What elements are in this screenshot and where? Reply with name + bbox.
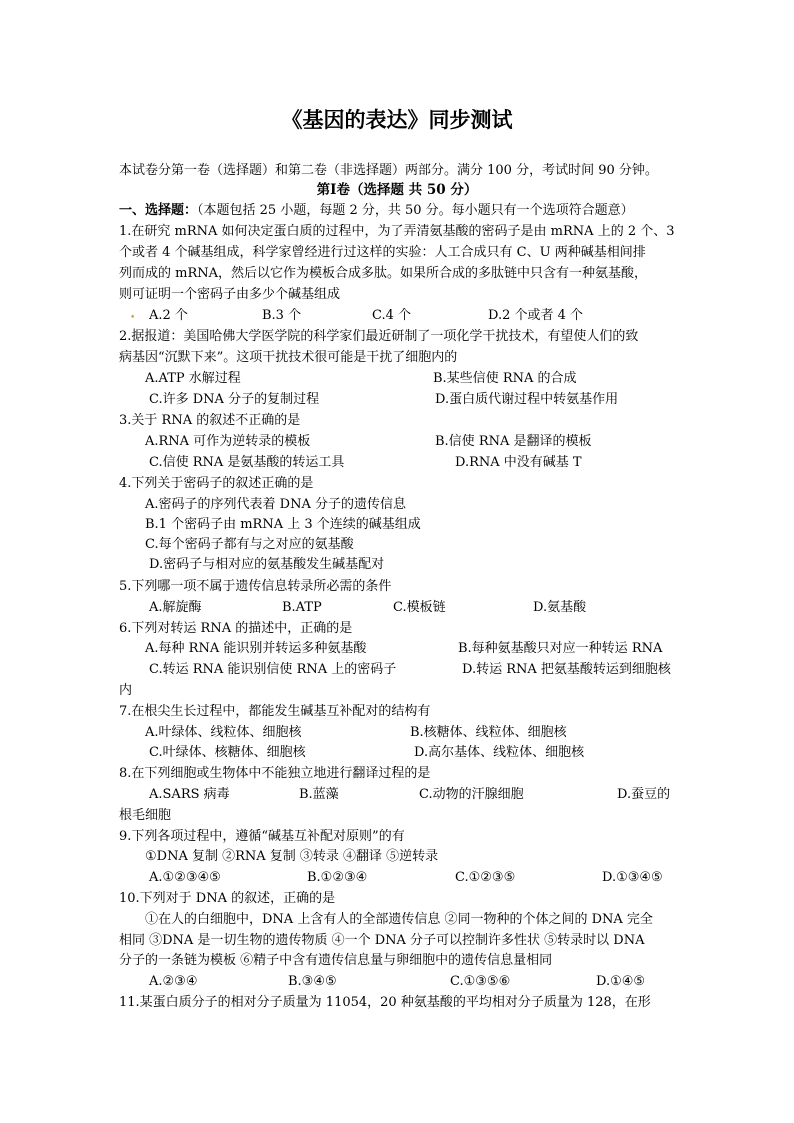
question-2-line: 病基因“沉默下来”。这项干扰技术很可能是干扰了细胞内的: [119, 350, 458, 365]
q6-option-c: C.转运 RNA 能识别信使 RNA 上的密码子: [149, 662, 397, 677]
q8-option-c: C.动物的汗腺细胞: [419, 787, 524, 802]
q5-option-a: A.解旋酶: [149, 600, 202, 615]
question-8-line: 8.在下列细胞或生物体中不能独立地进行翻译过程的是: [119, 766, 431, 781]
q2-option-a: A.ATP 水解过程: [145, 371, 241, 386]
q7-option-d: D.高尔基体、线粒体、细胞核: [414, 745, 585, 760]
question-1-line: 列而成的 mRNA，然后以它作为模板合成多肽。如果所合成的多肽链中只含有一种氨基酸，: [119, 266, 648, 281]
section-heading-label: 一、选择题：: [119, 203, 198, 218]
q8-option-a: A.SARS 病毒: [149, 787, 230, 802]
q8-option-d: D.蚕豆的: [617, 787, 671, 802]
part1-heading: 第Ⅰ卷（选择题 共 50 分）: [316, 182, 478, 198]
question-2-line: 2.据报道：美国哈佛大学医学院的科学家们最近研制了一项化学干扰技术，有望使人们的致: [119, 329, 639, 344]
q10-option-a: A.②③④: [149, 974, 198, 989]
q6-option-d: D.转运 RNA 把氨基酸转运到细胞核: [462, 662, 671, 677]
q2-option-d: D.蛋白质代谢过程中转氨基作用: [435, 392, 619, 407]
q2-option-c: C.许多 DNA 分子的复制过程: [149, 392, 320, 407]
q4-option-c: C.每个密码子都有与之对应的氨基酸: [145, 537, 354, 552]
q1-option-d: D.2 个或者 4 个: [488, 308, 584, 323]
q2-option-b: B.某些信使 RNA 的合成: [433, 371, 577, 386]
q7-option-c: C.叶绿体、核糖体、细胞核: [149, 745, 306, 760]
question-9-line: 9.下列各项过程中，遵循“碱基互补配对原则”的有: [119, 829, 405, 844]
question-6-line: 6.下列对转运 RNA 的描述中，正确的是: [119, 621, 353, 636]
q1-option-b: B.3 个: [262, 308, 302, 323]
page-title: 《基因的表达》同步测试: [281, 108, 513, 132]
question-10-line: 10.下列对于 DNA 的叙述，正确的是: [119, 891, 336, 906]
q10-statement-line: ①在人的白细胞中，DNA 上含有人的全部遗传信息 ②同一物种的个体之间的 DNA 完全: [145, 912, 653, 927]
q3-option-b: B.信使 RNA 是翻译的模板: [435, 434, 592, 449]
q10-option-c: C.①③⑤⑥: [450, 974, 511, 989]
section-heading-note: （本题包括 25 小题，每题 2 分，共 50 分。每小题只有一个选项符合题意）: [197, 203, 634, 218]
q8-option-d-continued: 根毛细胞: [119, 808, 172, 823]
question-7-line: 7.在根尖生长过程中，都能发生碱基互补配对的结构有: [119, 704, 431, 719]
q5-option-c: C.模板链: [393, 600, 446, 615]
q4-option-a: A.密码子的序列代表着 DNA 分子的遗传信息: [145, 497, 406, 512]
q1-option-c: C.4 个: [372, 308, 412, 323]
q3-option-d: D.RNA 中没有碱基 T: [455, 455, 582, 470]
q9-option-b: B.①②③④: [307, 870, 368, 885]
section-heading: [119, 202, 634, 220]
q1-option-a: A.2 个: [149, 308, 188, 323]
q9-option-c: C.①②③⑤: [455, 870, 516, 885]
q6-option-b: B.每种氨基酸只对应一种转运 RNA: [458, 641, 663, 656]
q10-option-b: B.③④⑤: [288, 974, 337, 989]
q9-option-a: A.①②③④⑤: [149, 870, 221, 885]
bullet-dot-mark: •: [130, 313, 136, 323]
q8-option-b: B.蓝藻: [299, 787, 339, 802]
q7-option-b: B.核糖体、线粒体、细胞核: [410, 725, 567, 740]
q4-option-b: B.1 个密码子由 mRNA 上 3 个连续的碱基组成: [145, 517, 421, 532]
question-5-line: 5.下列哪一项不属于遗传信息转录所必需的条件: [119, 579, 392, 594]
question-1-line: 个或者 4 个碱基组成，科学家曾经进行过这样的实验：人工合成只有 C、U 两种碱基相间排: [119, 245, 646, 260]
q5-option-b: B.ATP: [282, 600, 322, 615]
q3-option-c: C.信使 RNA 是氨基酸的转运工具: [149, 455, 345, 470]
question-4-line: 4.下列关于密码子的叙述正确的是: [119, 476, 314, 491]
q9-option-d: D.①③④⑤: [602, 870, 663, 885]
question-11-line: 11.某蛋白质分子的相对分子质量为 11054，20 种氨基酸的平均相对分子质量为 128，在形: [119, 995, 651, 1010]
question-1-line: 1.在研究 mRNA 如何决定蛋白质的过程中，为了弄清氨基酸的密码子是由 mRNA 上的 2 个、3: [119, 224, 675, 239]
question-3-line: 3.关于 RNA 的叙述不正确的是: [119, 413, 301, 428]
q10-statement-line: 分子的一条链为模板 ⑥精子中含有遗传信息量与卵细胞中的遗传信息量相同: [119, 953, 553, 968]
q10-statement-line: 相同 ③DNA 是一切生物的遗传物质 ④一个 DNA 分子可以控制许多性状 ⑤转录时以 DNA: [119, 933, 645, 948]
q6-option-d-continued: 内: [119, 683, 133, 698]
q4-option-d: D.密码子与相对应的氨基酸发生碱基配对: [149, 557, 385, 572]
q7-option-a: A.叶绿体、线粒体、细胞核: [145, 725, 302, 740]
q3-option-a: A.RNA 可作为逆转录的模板: [145, 434, 311, 449]
question-1-line: 则可证明一个密码子由多少个碱基组成: [119, 287, 341, 302]
intro-text: 本试卷分第一卷（选择题）和第二卷（非选择题）两部分。满分 100 分，考试时间 90 分钟。: [119, 163, 658, 178]
q10-option-d: D.①④⑤: [596, 974, 646, 989]
q6-option-a: A.每种 RNA 能识别并转运多种氨基酸: [145, 641, 367, 656]
q9-process-list: ①DNA 复制 ②RNA 复制 ③转录 ④翻译 ⑤逆转录: [145, 849, 439, 864]
q5-option-d: D.氨基酸: [533, 600, 587, 615]
